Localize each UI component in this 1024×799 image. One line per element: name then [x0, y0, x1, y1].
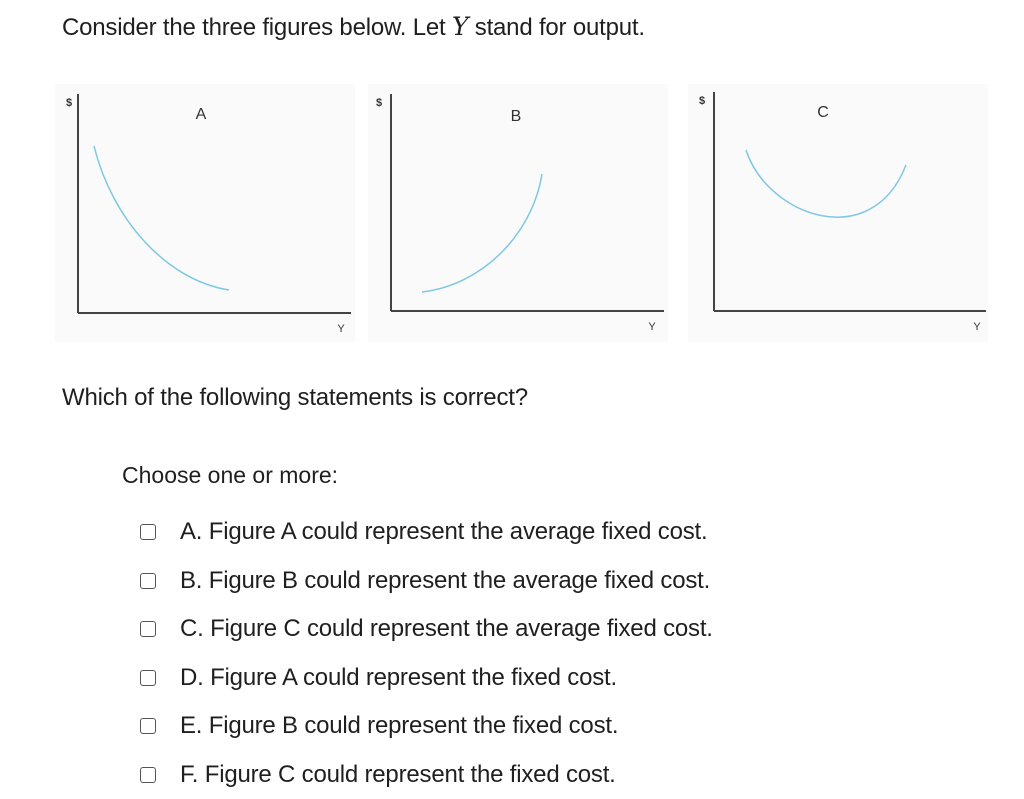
- question-prompt: Which of the following statements is correct?: [62, 384, 528, 412]
- figure-b-label: B: [511, 108, 522, 125]
- option-f[interactable]: [140, 751, 713, 799]
- figure-c: [688, 84, 988, 342]
- figure-c-y-axis-label: $: [699, 95, 705, 107]
- option-statement: Figure A could represent the average fixed cost.: [209, 518, 708, 545]
- checkbox-unchecked-icon[interactable]: [140, 573, 156, 589]
- figure-b: [368, 84, 668, 342]
- figure-a-curve: [94, 146, 229, 290]
- figure-c-curve: [746, 150, 906, 217]
- option-d[interactable]: [140, 654, 713, 703]
- question-intro-suffix: stand for output.: [468, 14, 645, 41]
- option-letter: F.: [180, 761, 198, 788]
- figure-b-y-axis-label: $: [376, 97, 382, 109]
- checkbox-unchecked-icon[interactable]: [140, 524, 156, 540]
- figure-a: [55, 84, 355, 342]
- question-intro: [62, 12, 645, 42]
- choose-label: Choose one or more:: [122, 462, 338, 489]
- answer-options: [140, 508, 713, 799]
- figure-a-x-axis-label: Y: [337, 323, 345, 335]
- figure-c-label: C: [817, 104, 829, 121]
- checkbox-unchecked-icon[interactable]: [140, 718, 156, 734]
- option-letter: D.: [180, 664, 204, 691]
- option-statement: Figure A could represent the fixed cost.: [210, 664, 617, 691]
- figure-b-curve: [422, 174, 542, 292]
- option-statement: Figure C could represent the fixed cost.: [205, 761, 616, 788]
- option-d-text: [180, 664, 617, 692]
- option-letter: B.: [180, 567, 202, 594]
- option-e-text: [180, 712, 618, 740]
- option-e[interactable]: [140, 702, 713, 751]
- option-f-text: [180, 761, 616, 789]
- option-statement: Figure C could represent the average fixed cost.: [210, 615, 713, 642]
- figure-a-y-axis-label: $: [66, 97, 72, 109]
- option-c[interactable]: [140, 605, 713, 654]
- option-b-text: [180, 567, 710, 595]
- checkbox-unchecked-icon[interactable]: [140, 621, 156, 637]
- figure-c-x-axis-label: Y: [973, 321, 981, 333]
- checkbox-unchecked-icon[interactable]: [140, 670, 156, 686]
- figure-a-label: A: [196, 106, 207, 123]
- option-c-text: [180, 615, 713, 643]
- option-b[interactable]: [140, 557, 713, 606]
- option-a-text: [180, 518, 707, 546]
- question-intro-prefix: Consider the three figures below. Let: [62, 14, 452, 41]
- option-statement: Figure B could represent the fixed cost.: [209, 712, 619, 739]
- output-variable: Y: [452, 12, 468, 41]
- checkbox-unchecked-icon[interactable]: [140, 767, 156, 783]
- option-a[interactable]: [140, 508, 713, 557]
- figure-b-x-axis-label: Y: [648, 321, 656, 333]
- option-statement: Figure B could represent the average fixed cost.: [209, 567, 710, 594]
- option-letter: C.: [180, 615, 204, 642]
- option-letter: E.: [180, 712, 202, 739]
- option-letter: A.: [180, 518, 202, 545]
